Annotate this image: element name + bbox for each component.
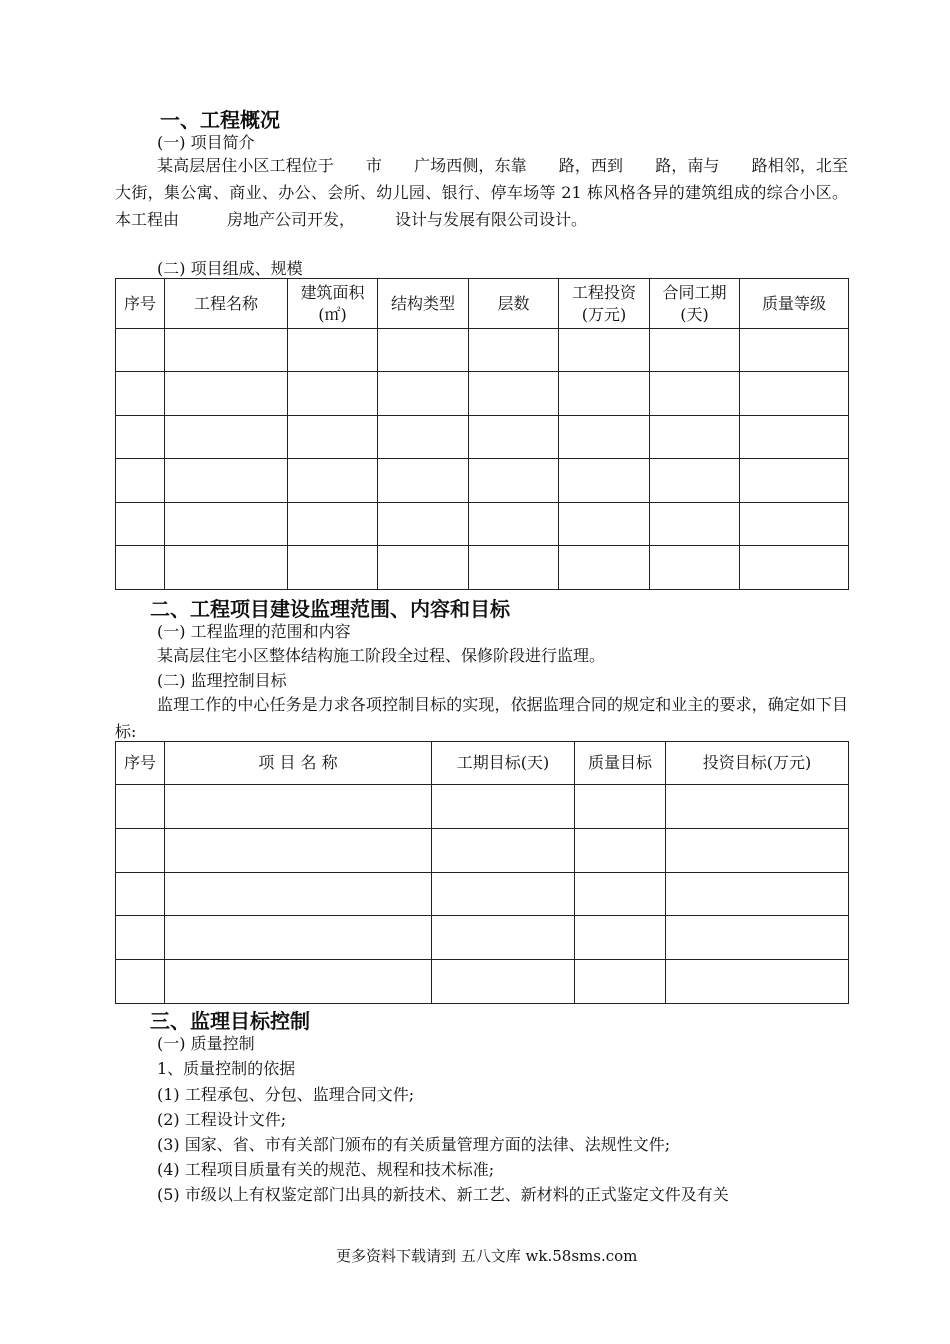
col-header: 项 目 名 称 bbox=[165, 742, 432, 785]
col-header: 层数 bbox=[469, 279, 559, 329]
section3-item: 1、质量控制的依据 bbox=[157, 1059, 296, 1078]
section2-sub1: (一) 工程监理的范围和内容 bbox=[157, 622, 351, 641]
table-row bbox=[116, 329, 849, 372]
col-header bbox=[288, 279, 378, 329]
supervision-targets-table bbox=[115, 741, 849, 1004]
col-header-line: (天) bbox=[680, 304, 709, 324]
section2-sub2: (二) 监理控制目标 bbox=[157, 671, 287, 690]
col-header-line: 建筑面积 bbox=[300, 282, 365, 302]
table-row bbox=[116, 416, 849, 459]
list-item: (3) 国家、省、市有关部门颁布的有关质量管理方面的法律、法规性文件; bbox=[157, 1135, 671, 1154]
col-header-line: 工程投资 bbox=[571, 282, 636, 302]
section3-sub1: (一) 质量控制 bbox=[157, 1034, 255, 1053]
section2-p2: 监理工作的中心任务是力求各项控制目标的实现，依据监理合同的规定和业主的要求，确定如下目标: bbox=[115, 695, 848, 741]
col-header: 质量目标 bbox=[575, 742, 666, 785]
section2-p1: 某高层住宅小区整体结构施工阶段全过程、保修阶段进行监理。 bbox=[157, 646, 606, 665]
col-header: 投资目标(万元) bbox=[666, 742, 849, 785]
col-header-line: 合同工期 bbox=[662, 282, 727, 302]
project-composition-table bbox=[115, 278, 849, 590]
section1-heading: 一、工程概况 bbox=[160, 108, 280, 132]
table-row bbox=[116, 916, 849, 960]
section1-sub1: (一) 项目简介 bbox=[157, 133, 255, 152]
table-row bbox=[116, 873, 849, 916]
col-header bbox=[559, 279, 650, 329]
col-header: 结构类型 bbox=[378, 279, 469, 329]
col-header: 工期目标(天) bbox=[432, 742, 575, 785]
section1-sub2: (二) 项目组成、规模 bbox=[157, 259, 303, 278]
list-item: (4) 工程项目质量有关的规范、规程和技术标准; bbox=[157, 1160, 495, 1179]
table-row bbox=[116, 372, 849, 416]
table-header-row bbox=[116, 279, 849, 329]
table-row bbox=[116, 960, 849, 1004]
col-header-line: (㎡) bbox=[318, 304, 347, 324]
list-item: (5) 市级以上有权鉴定部门出具的新技术、新工艺、新材料的正式鉴定文件及有关 bbox=[157, 1185, 729, 1204]
list-item: (2) 工程设计文件; bbox=[157, 1110, 287, 1129]
table-row bbox=[116, 546, 849, 590]
section2-heading: 二、工程项目建设监理范围、内容和目标 bbox=[150, 597, 510, 621]
section1-intro: 某高层居住小区工程位于 市 广场西侧，东靠 路，西到 路，南与 路相邻，北至 大街，集公寓、商业、办公、会所、幼儿园、银行、停车场等 21 栋风格各异的建筑组成的综合小区。本工程由 房地产公司开发， 设计与发展有限公司设计。 bbox=[115, 156, 881, 229]
col-header: 质量等级 bbox=[740, 279, 849, 329]
table-row bbox=[116, 829, 849, 873]
col-header: 工程名称 bbox=[165, 279, 288, 329]
col-header: 序号 bbox=[116, 279, 165, 329]
table-header-row bbox=[116, 742, 849, 785]
table-row bbox=[116, 503, 849, 546]
list-item: (1) 工程承包、分包、监理合同文件; bbox=[157, 1085, 415, 1104]
col-header: 序号 bbox=[116, 742, 165, 785]
col-header bbox=[650, 279, 740, 329]
table-row bbox=[116, 459, 849, 503]
col-header-line: (万元) bbox=[581, 304, 627, 324]
table-row bbox=[116, 785, 849, 829]
section3-heading: 三、监理目标控制 bbox=[150, 1009, 310, 1033]
footer-text: 更多资料下载请到 五八文库 wk.58sms.com bbox=[336, 1247, 638, 1265]
